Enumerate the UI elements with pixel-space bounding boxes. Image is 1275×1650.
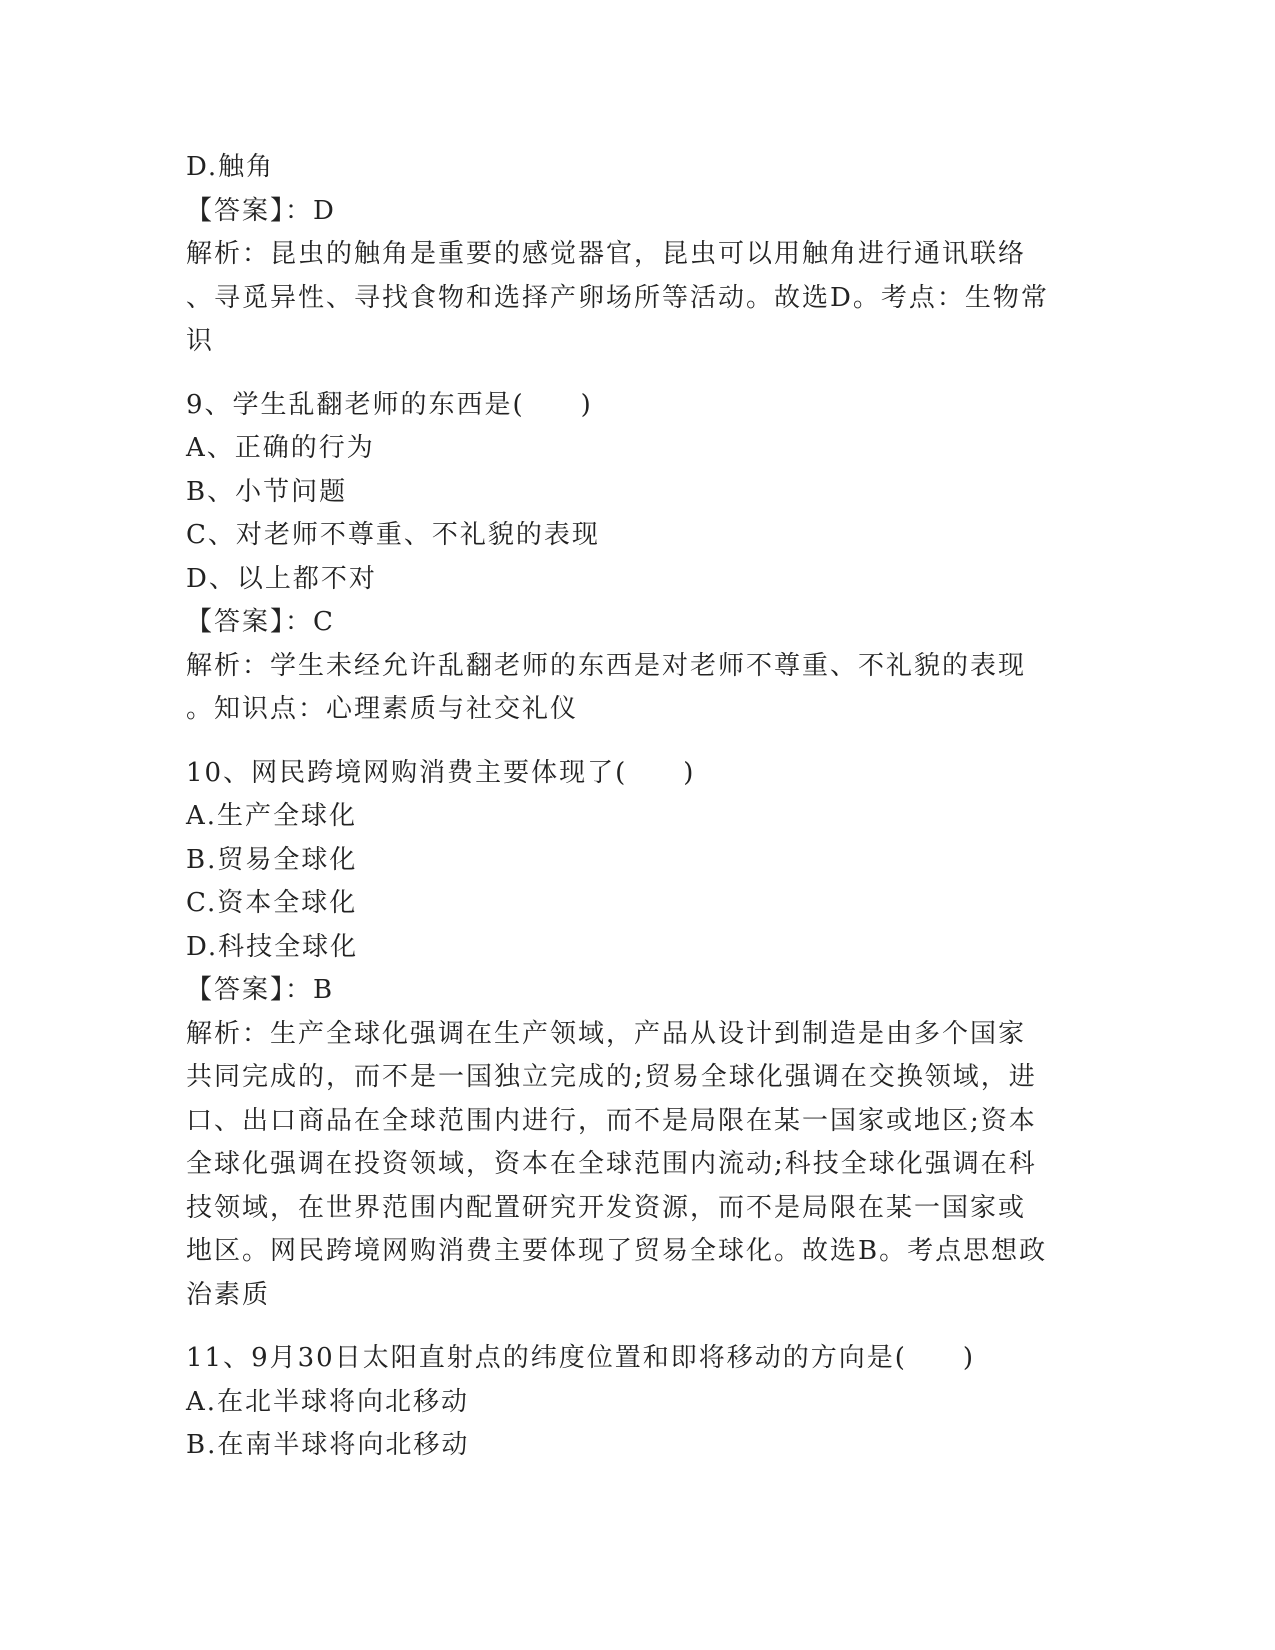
option-line: A、正确的行为: [186, 433, 375, 463]
question-stem: 9、学生乱翻老师的东西是( ): [186, 389, 593, 420]
option-line: D.触角: [186, 152, 275, 182]
answer-separator: ：: [285, 195, 314, 226]
option-line: B.在南半球将向北移动: [186, 1430, 470, 1460]
answer-line: [186, 601, 1076, 645]
document-content: [186, 146, 1076, 1468]
answer-line: [186, 190, 1076, 234]
option-line: B、小节问题: [186, 476, 348, 507]
analysis-line: 治素质: [186, 1279, 271, 1310]
option-line: A.生产全球化: [186, 801, 358, 831]
block-gap: [186, 1317, 1076, 1337]
answer-value: B: [313, 975, 335, 1005]
answer-value: C: [313, 607, 335, 637]
block-gap: [186, 732, 1076, 752]
answer-label: 【答案】: [186, 975, 286, 1005]
analysis-line: 识: [186, 326, 215, 356]
answer-label: 【答案】: [186, 195, 286, 226]
analysis-line: 技领域，在世界范围内配置研究开发资源，而不是局限在某一国家或: [186, 1192, 1027, 1223]
answer-line: [186, 969, 1076, 1013]
option-line: C.资本全球化: [186, 888, 358, 918]
question-stem: 10、网民跨境网购消费主要体现了( ): [186, 757, 696, 788]
option-line: D.科技全球化: [186, 931, 359, 962]
answer-separator: ：: [285, 975, 314, 1005]
analysis-line: 全球化强调在投资领域，资本在全球范围内流动;科技全球化强调在科: [186, 1149, 1037, 1179]
analysis-line: 共同完成的，而不是一国独立完成的;贸易全球化强调在交换领域，进: [186, 1062, 1037, 1092]
analysis-line: 口、出口商品在全球范围内进行，而不是局限在某一国家或地区;资本: [186, 1105, 1037, 1136]
analysis-line: 解析：生产全球化强调在生产领域，产品从设计到制造是由多个国家: [186, 1018, 1027, 1049]
option-line: B.贸易全球化: [186, 844, 358, 875]
analysis-line: 。知识点：心理素质与社交礼仪: [186, 694, 579, 724]
option-line: D、以上都不对: [186, 563, 377, 594]
option-line: A.在北半球将向北移动: [186, 1386, 470, 1417]
answer-separator: ：: [285, 607, 314, 637]
block-gap: [186, 364, 1076, 384]
answer-value: D: [313, 195, 336, 226]
answer-label: 【答案】: [186, 607, 286, 637]
analysis-line: 解析：学生未经允许乱翻老师的东西是对老师不尊重、不礼貌的表现: [186, 650, 1027, 681]
analysis-line: 解析：昆虫的触角是重要的感觉器官，昆虫可以用触角进行通讯联络: [186, 239, 1027, 269]
analysis-line: 、寻觅异性、寻找食物和选择产卵场所等活动。故选D。考点：生物常: [186, 282, 1049, 313]
analysis-line: 地区。网民跨境网购消费主要体现了贸易全球化。故选B。考点思想政: [186, 1236, 1048, 1266]
question-stem: 11、9月30日太阳直射点的纬度位置和即将移动的方向是( ): [186, 1343, 975, 1373]
option-line: C、对老师不尊重、不礼貌的表现: [186, 520, 600, 550]
